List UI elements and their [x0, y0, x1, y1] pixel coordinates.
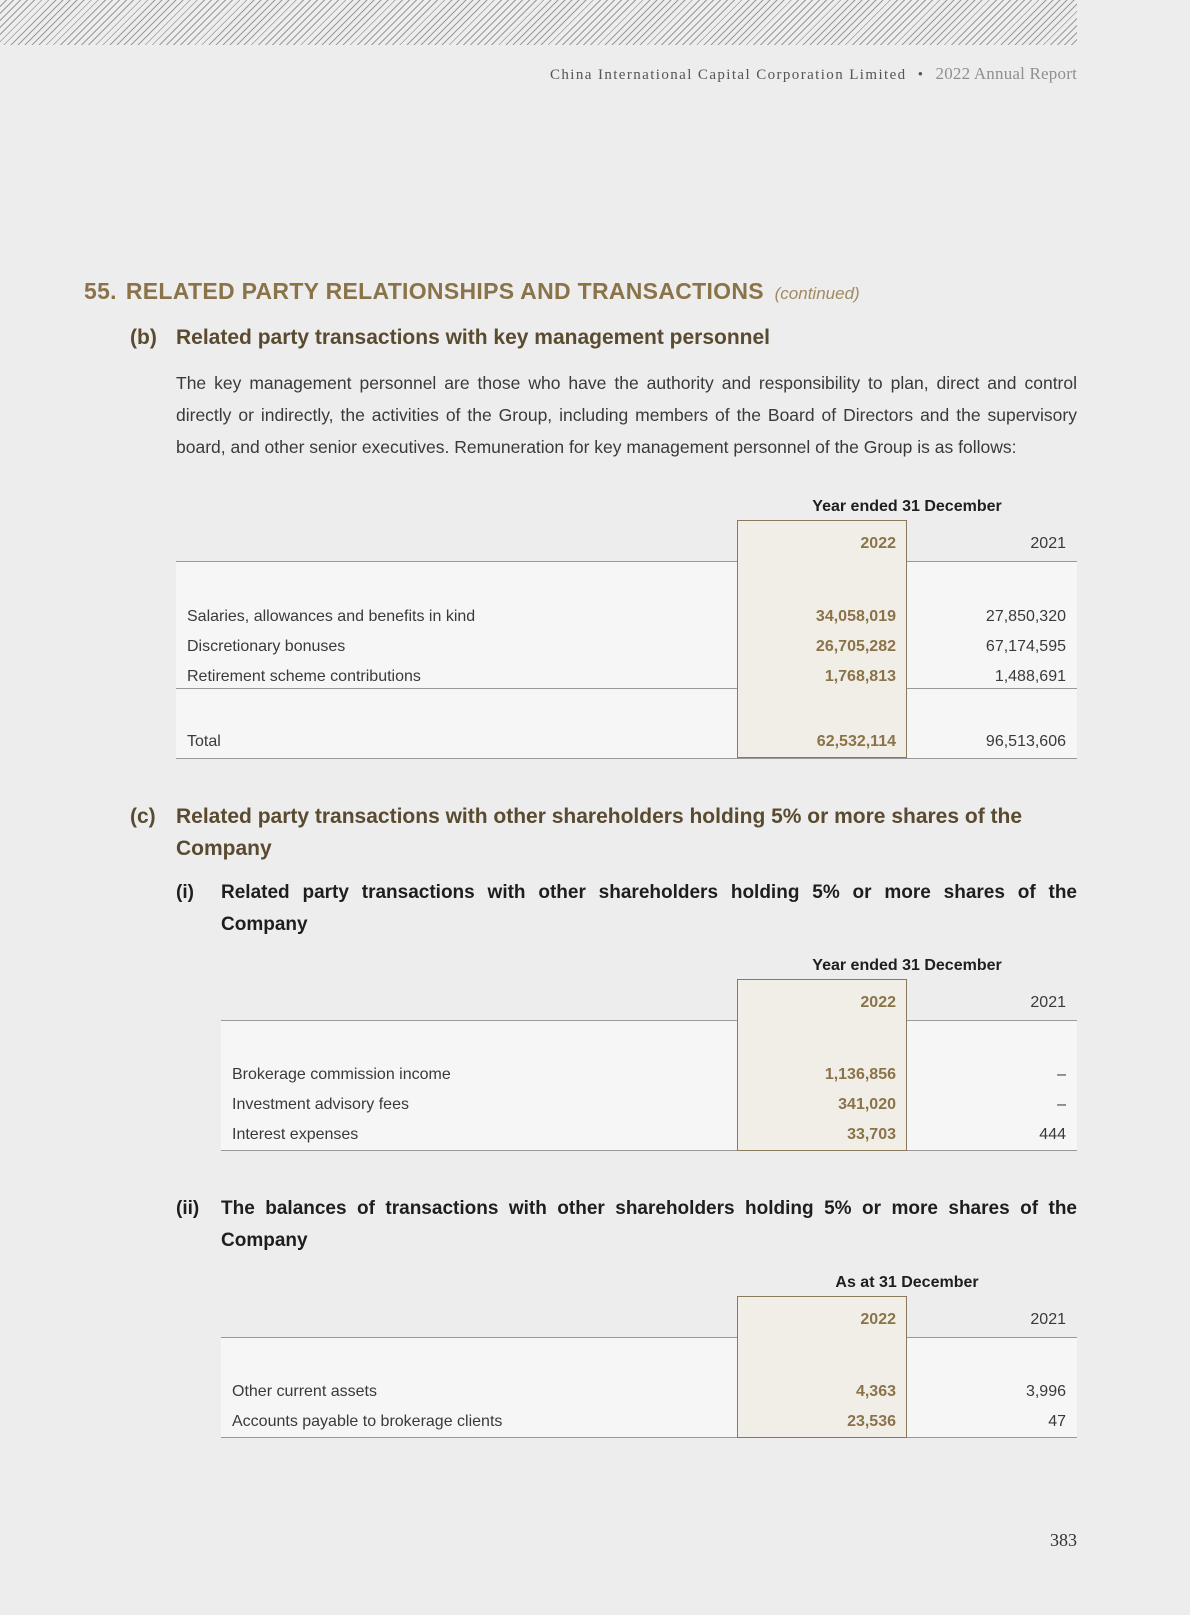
- row-value-current: 23,536: [847, 1413, 896, 1430]
- table-period-label: Year ended 31 December: [812, 957, 1002, 974]
- table-row: [176, 662, 1077, 692]
- total-value-prior: 96,513,606: [985, 733, 1066, 750]
- table-row: [221, 1407, 1077, 1437]
- header-bullet: •: [917, 67, 925, 83]
- table-period-label: As at 31 December: [835, 1274, 979, 1291]
- total-value-current: 62,532,114: [816, 733, 896, 750]
- row-value-prior: 67,174,595: [985, 638, 1066, 655]
- row-value-current: 34,058,019: [815, 608, 896, 625]
- section-continued: (continued): [774, 284, 860, 303]
- header-company: China International Capital Corporation Limited: [549, 67, 907, 83]
- row-value-prior: –: [1057, 1066, 1066, 1083]
- total-label: Total: [187, 733, 221, 750]
- table-key-management-remuneration: [176, 498, 1077, 760]
- table-shareholder-balances: [221, 1274, 1077, 1440]
- column-header-current-year: 2022: [860, 1311, 896, 1328]
- row-label: Discretionary bonuses: [187, 638, 346, 655]
- row-label: Brokerage commission income: [232, 1066, 451, 1083]
- section-heading: RELATED PARTY RELATIONSHIPS AND TRANSACTIONS: [125, 278, 764, 304]
- row-value-prior: 3,996: [1025, 1383, 1066, 1400]
- row-label: Investment advisory fees: [232, 1096, 409, 1113]
- row-value-prior: –: [1057, 1096, 1066, 1113]
- subsection-c-mark: (c): [130, 805, 156, 828]
- table-period-label: Year ended 31 December: [812, 498, 1002, 515]
- page-number: 383: [1050, 1530, 1077, 1550]
- table-row: [221, 1377, 1077, 1407]
- section-number: 55.: [84, 278, 117, 304]
- table-shareholder-transactions: [221, 957, 1077, 1153]
- row-value-current: 341,020: [838, 1096, 896, 1113]
- subsection-c-ii-title: The balances of transactions with other shareholders holding 5% or more shares of the Company: [221, 1198, 1077, 1251]
- decorative-hatch-band: [0, 0, 1077, 45]
- table-row: [221, 1090, 1077, 1120]
- column-header-current-year: 2022: [860, 994, 896, 1011]
- running-header: [550, 64, 1077, 84]
- header-report: 2022 Annual Report: [935, 64, 1077, 83]
- subsection-b-paragraph: The key management personnel are those who have the authority and responsibility to plan, direct and control directly or indirectly, the activities of the Group, including members of the Board of Directors and the supervisory board, and other senior executives. Remuneration for key management personnel of the Group is as follows:: [176, 373, 1077, 457]
- row-label: Other current assets: [232, 1383, 377, 1400]
- subsection-c-i-title: Related party transactions with other shareholders holding 5% or more shares of the Company: [221, 882, 1077, 935]
- row-value-current: 26,705,282: [815, 638, 896, 655]
- row-label: Retirement scheme contributions: [187, 668, 421, 685]
- row-value-current: 1,136,856: [824, 1066, 896, 1083]
- table-row: [176, 602, 1077, 632]
- subsection-b-mark: (b): [130, 326, 157, 349]
- table-total-row: [176, 727, 1077, 757]
- row-value-current: 1,768,813: [824, 668, 896, 685]
- table-row: [221, 1120, 1077, 1150]
- column-header-current-year: 2022: [860, 535, 896, 552]
- row-value-prior: 47: [1048, 1413, 1066, 1430]
- table-row: [176, 632, 1077, 662]
- section-title: [84, 278, 860, 305]
- subsection-c-ii-mark: (ii): [176, 1198, 200, 1219]
- table-row: [221, 1060, 1077, 1090]
- subsection-c-i-mark: (i): [176, 882, 194, 903]
- subsection-c-title: Related party transactions with other shareholders holding 5% or more shares of the Company: [176, 805, 1023, 860]
- row-value-current: 33,703: [847, 1126, 896, 1143]
- subsection-b-title: Related party transactions with key management personnel: [176, 326, 771, 349]
- row-label: Salaries, allowances and benefits in kind: [187, 608, 476, 625]
- column-header-prior-year: 2021: [1030, 1311, 1066, 1328]
- column-header-prior-year: 2021: [1030, 994, 1066, 1011]
- row-value-prior: 444: [1039, 1126, 1066, 1143]
- row-label: Accounts payable to brokerage clients: [232, 1413, 503, 1430]
- row-value-current: 4,363: [855, 1383, 896, 1400]
- row-value-prior: 1,488,691: [994, 668, 1066, 685]
- column-header-prior-year: 2021: [1030, 535, 1066, 552]
- row-value-prior: 27,850,320: [985, 608, 1066, 625]
- row-label: Interest expenses: [232, 1126, 359, 1143]
